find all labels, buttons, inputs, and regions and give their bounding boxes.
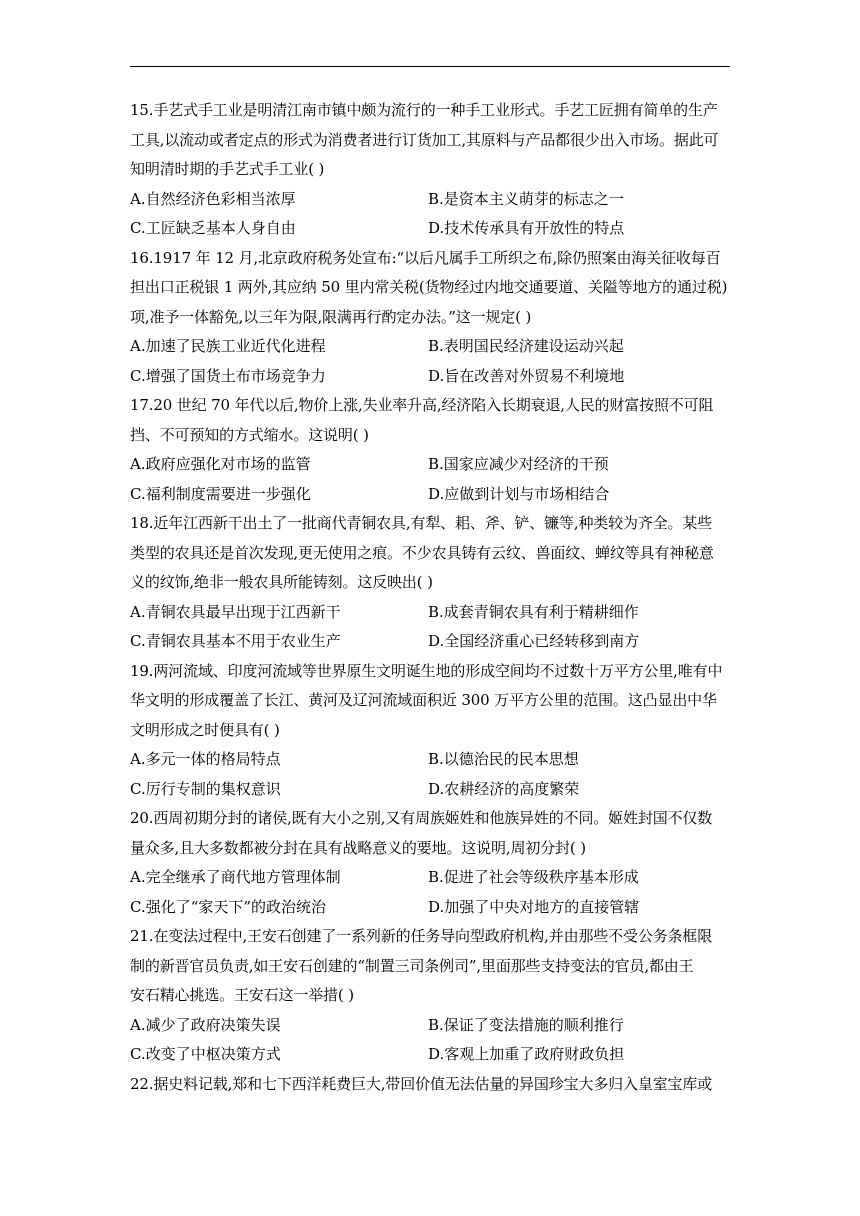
question-stem-line: 15.手艺式手工业是明清江南市镇中颇为流行的一种手工业形式。手艺工匠拥有简单的生产 [130,101,718,119]
option-row [130,863,735,893]
question-stem-line: 担出口正税银 1 两外,其应纳 50 里内常关税(货物经过内地交通要道、关隘等地方的通过税) [130,278,728,296]
answer-option: D.应做到计划与市场相结合 [428,484,610,503]
header-rule [130,66,730,67]
option-row [130,893,735,923]
question-stem-line: 义的纹饰,绝非一般农具所能铸刻。这反映出( ) [130,573,433,591]
question-stem-line: 20.西周初期分封的诸侯,既有大小之别,又有周族姬姓和他族异姓的不同。姬姓封国不仅数 [130,809,713,827]
option-row [130,1040,735,1070]
question-block [130,509,735,657]
answer-option: C.改变了中枢决策方式 [130,1045,281,1063]
answer-option: D.加强了中央对地方的直接管辖 [428,897,640,916]
answer-option: D.旨在改善对外贸易不利境地 [428,366,625,385]
option-row [130,362,735,392]
option-row [130,480,735,510]
question-stem-line: 类型的农具还是首次发现,更无使用之痕。不少农具铸有云纹、兽面纹、蝉纹等具有神秘意 [130,543,714,562]
question-block [130,657,735,805]
option-row [130,214,735,244]
answer-option: B.保证了变法措施的顺利推行 [428,1015,624,1034]
answer-option: B.以德治民的民本思想 [428,750,579,768]
answer-option: D.农耕经济的高度繁荣 [428,779,580,798]
answer-option: B.是资本主义萌芽的标志之一 [428,189,624,208]
question-stem-line: 项,准予一体豁免,以三年为限,限满再行酌定办法。”这一规定( ) [130,307,532,326]
option-row [130,598,735,628]
question-stem-line: 17.20 世纪 70 年代以后,物价上涨,失业率升高,经济陷入长期衰退,人民的财富按照不可阻 [130,396,714,414]
answer-option: B.促进了社会等级秩序基本形成 [428,868,639,886]
question-stem-line: 文明形成之时便具有( ) [130,720,280,739]
answer-option: A.多元一体的格局特点 [130,750,281,768]
exam-page-content [130,96,735,1099]
option-row [130,745,735,775]
question-stem-line: 16.1917 年 12 月,北京政府税务处宣布:“以后凡属手工所织之布,除仍照案由海关征收每百 [130,248,721,267]
answer-option: C.强化了“家天下”的政治统治 [130,897,327,916]
answer-option: A.加速了民族工业近代化进程 [130,337,326,355]
option-row [130,185,735,215]
question-block [130,1070,735,1100]
answer-option: C.增强了国货土布市场竞争力 [130,366,326,385]
question-block [130,391,735,509]
answer-option: D.全国经济重心已经转移到南方 [428,632,640,650]
question-block [130,96,735,244]
option-row [130,1011,735,1041]
question-block [130,244,735,392]
answer-option: B.表明国民经济建设运动兴起 [428,337,624,355]
option-row [130,627,735,657]
question-stem-line: 安石精心挑选。王安石这一举措( ) [130,986,354,1004]
answer-option: A.自然经济色彩相当浓厚 [130,189,296,208]
option-row [130,332,735,362]
answer-option: C.青铜农具基本不用于农业生产 [130,632,341,650]
question-stem-line: 制的新晋官员负责,如王安石创建的“制置三司条例司”,里面那些支持变法的官员,都由王 [130,956,694,975]
question-stem-line: 知明清时期的手艺式手工业( ) [130,160,325,178]
answer-option: D.技术传承具有开放性的特点 [428,219,625,237]
question-stem-line: 19.两河流域、印度河流域等世界原生文明诞生地的形成空间均不过数十万平方公里,唯有中 [130,661,723,680]
answer-option: A.政府应强化对市场的监管 [130,455,311,473]
question-stem-line: 21.在变法过程中,王安石创建了一系列新的任务导向型政府机构,并由那些不受公务条框限 [130,927,713,945]
answer-option: C.厉行专制的集权意识 [130,779,281,798]
answer-option: A.完全继承了商代地方管理体制 [130,868,341,886]
answer-option: C.工匠缺乏基本人身自由 [130,219,296,237]
answer-option: A.减少了政府决策失误 [130,1015,281,1034]
answer-option: C.福利制度需要进一步强化 [130,484,311,503]
question-stem-line: 量众多,且大多数都被分封在具有战略意义的要地。这说明,周初分封( ) [130,838,586,857]
question-stem-line: 22.据史料记载,郑和七下西洋耗费巨大,带回价值无法估量的异国珍宝大多归入皇室宝库或 [130,1074,713,1093]
question-stem-line: 挡、不可预知的方式缩水。这说明( ) [130,425,369,444]
answer-option: A.青铜农具最早出现于江西新干 [130,602,341,621]
question-stem-line: 18.近年江西新干出土了一批商代青铜农具,有犁、耜、斧、铲、镰等,种类较为齐全。某些 [130,514,713,532]
question-block [130,922,735,1070]
question-stem-line: 工具,以流动或者定点的形式为消费者进行订货加工,其原料与产品都很少出入市场。据此可 [130,130,719,149]
question-stem-line: 华文明的形成覆盖了长江、黄河及辽河流域面积近 300 万平方公里的范围。这凸显出中华 [130,691,717,709]
question-block [130,804,735,922]
answer-option: B.成套青铜农具有利于精耕细作 [428,602,639,621]
option-row [130,775,735,805]
option-row [130,450,735,480]
answer-option: B.国家应减少对经济的干预 [428,455,609,473]
answer-option: D.客观上加重了政府财政负担 [428,1045,625,1063]
